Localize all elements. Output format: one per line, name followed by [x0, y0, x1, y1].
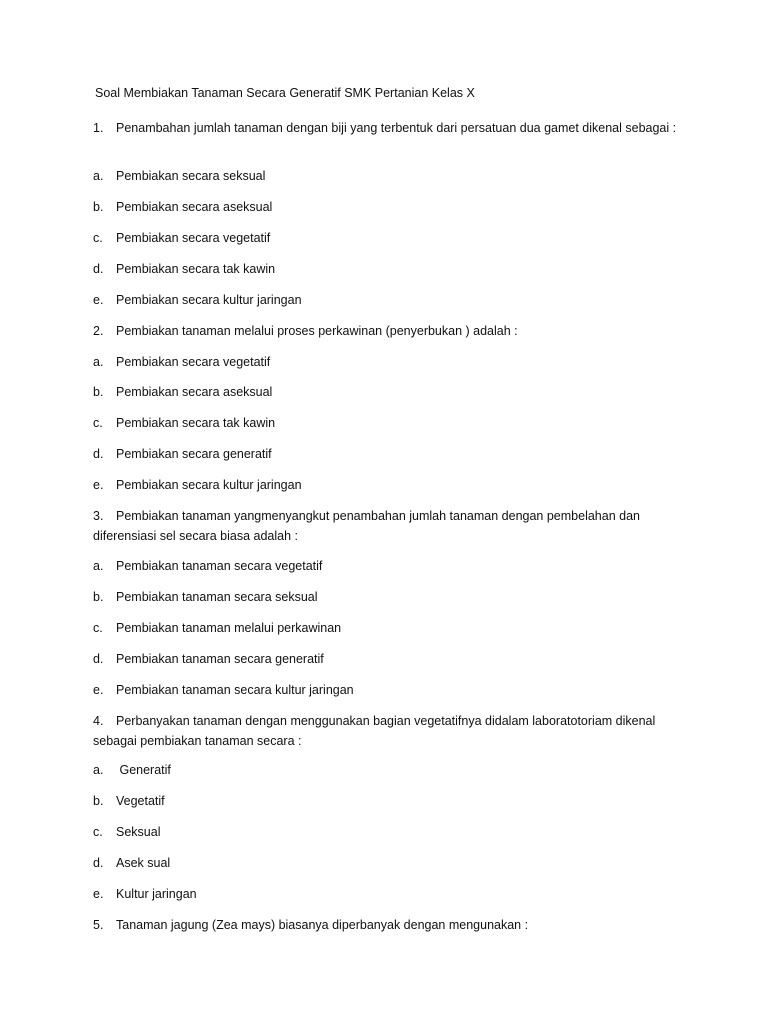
- option-text: Pembiakan secara tak kawin: [116, 262, 276, 276]
- option-text: Pembiakan tanaman secara seksual: [116, 590, 318, 604]
- option-text: Pembiakan secara generatif: [116, 447, 272, 461]
- option-2a: [93, 355, 270, 369]
- question-number: 5.: [93, 918, 104, 932]
- option-text: Pembiakan tanaman secara kultur jaringan: [116, 683, 354, 697]
- question-text: Pembiakan tanaman melalui proses perkawinan (penyerbukan ) adalah :: [116, 324, 518, 338]
- option-1d: [93, 262, 275, 276]
- option-letter: c.: [93, 416, 103, 430]
- option-letter: e.: [93, 683, 104, 697]
- option-3a: [93, 559, 322, 573]
- option-1e: [93, 293, 302, 307]
- question-1: [93, 118, 683, 138]
- option-text: Asek sual: [116, 856, 171, 870]
- option-letter: c.: [93, 621, 103, 635]
- option-3d: [93, 652, 324, 666]
- option-letter: a.: [93, 169, 104, 183]
- option-letter: d.: [93, 652, 104, 666]
- option-letter: c.: [93, 825, 103, 839]
- option-text: Pembiakan tanaman secara vegetatif: [116, 559, 323, 573]
- option-1b: [93, 200, 272, 214]
- question-2: [93, 321, 683, 341]
- option-text: Pembiakan secara aseksual: [116, 200, 273, 214]
- option-4e: [93, 887, 197, 901]
- option-letter: c.: [93, 231, 103, 245]
- option-letter: b.: [93, 590, 104, 604]
- option-letter: a.: [93, 763, 104, 777]
- option-3b: [93, 590, 318, 604]
- question-3: [93, 506, 683, 546]
- option-text: Pembiakan tanaman melalui perkawinan: [116, 621, 342, 635]
- option-letter: e.: [93, 293, 104, 307]
- option-1c: [93, 231, 270, 245]
- option-text: Pembiakan secara tak kawin: [116, 416, 276, 430]
- option-text: Pembiakan secara vegetatif: [116, 231, 271, 245]
- option-letter: d.: [93, 447, 104, 461]
- option-2d: [93, 447, 272, 461]
- option-3c: [93, 621, 341, 635]
- option-2c: [93, 416, 275, 430]
- option-4d: [93, 856, 170, 870]
- question-text: Pembiakan tanaman yangmenyangkut penambahan jumlah tanaman dengan pembelahan dan diferensiasi sel secara biasa adalah :: [93, 509, 640, 543]
- option-text: Pembiakan tanaman secara generatif: [116, 652, 324, 666]
- question-number: 4.: [93, 714, 104, 728]
- option-letter: b.: [93, 200, 104, 214]
- option-text: Seksual: [116, 825, 161, 839]
- option-letter: d.: [93, 856, 104, 870]
- option-letter: d.: [93, 262, 104, 276]
- question-4: [93, 711, 683, 751]
- option-letter: a.: [93, 355, 104, 369]
- option-2e: [93, 478, 302, 492]
- question-text: Perbanyakan tanaman dengan menggunakan bagian vegetatifnya didalam laboratotoriam dikenal sebagai pembiakan tanaman secara :: [93, 714, 656, 748]
- question-text: Tanaman jagung (Zea mays) biasanya diperbanyak dengan mengunakan :: [116, 918, 529, 932]
- option-text: Pembiakan secara kultur jaringan: [116, 293, 302, 307]
- option-text: Kultur jaringan: [116, 887, 197, 901]
- option-text: Pembiakan secara aseksual: [116, 385, 273, 399]
- option-text: Generatif: [116, 763, 171, 777]
- document-title: Soal Membiakan Tanaman Secara Generatif SMK Pertanian Kelas X: [95, 86, 475, 100]
- option-letter: b.: [93, 794, 104, 808]
- option-letter: a.: [93, 559, 104, 573]
- option-2b: [93, 385, 272, 399]
- option-text: Pembiakan secara kultur jaringan: [116, 478, 302, 492]
- option-text: Vegetatif: [116, 794, 165, 808]
- question-number: 3.: [93, 509, 104, 523]
- option-4a: [93, 763, 171, 777]
- option-text: Pembiakan secara vegetatif: [116, 355, 271, 369]
- option-letter: e.: [93, 478, 104, 492]
- question-5: [93, 915, 683, 935]
- option-4b: [93, 794, 165, 808]
- question-text: Penambahan jumlah tanaman dengan biji yang terbentuk dari persatuan dua gamet dikenal sebagai :: [116, 121, 677, 135]
- option-letter: e.: [93, 887, 104, 901]
- question-number: 1.: [93, 121, 104, 135]
- question-number: 2.: [93, 324, 104, 338]
- option-3e: [93, 683, 354, 697]
- option-text: Pembiakan secara seksual: [116, 169, 266, 183]
- option-1a: [93, 169, 265, 183]
- option-4c: [93, 825, 160, 839]
- option-letter: b.: [93, 385, 104, 399]
